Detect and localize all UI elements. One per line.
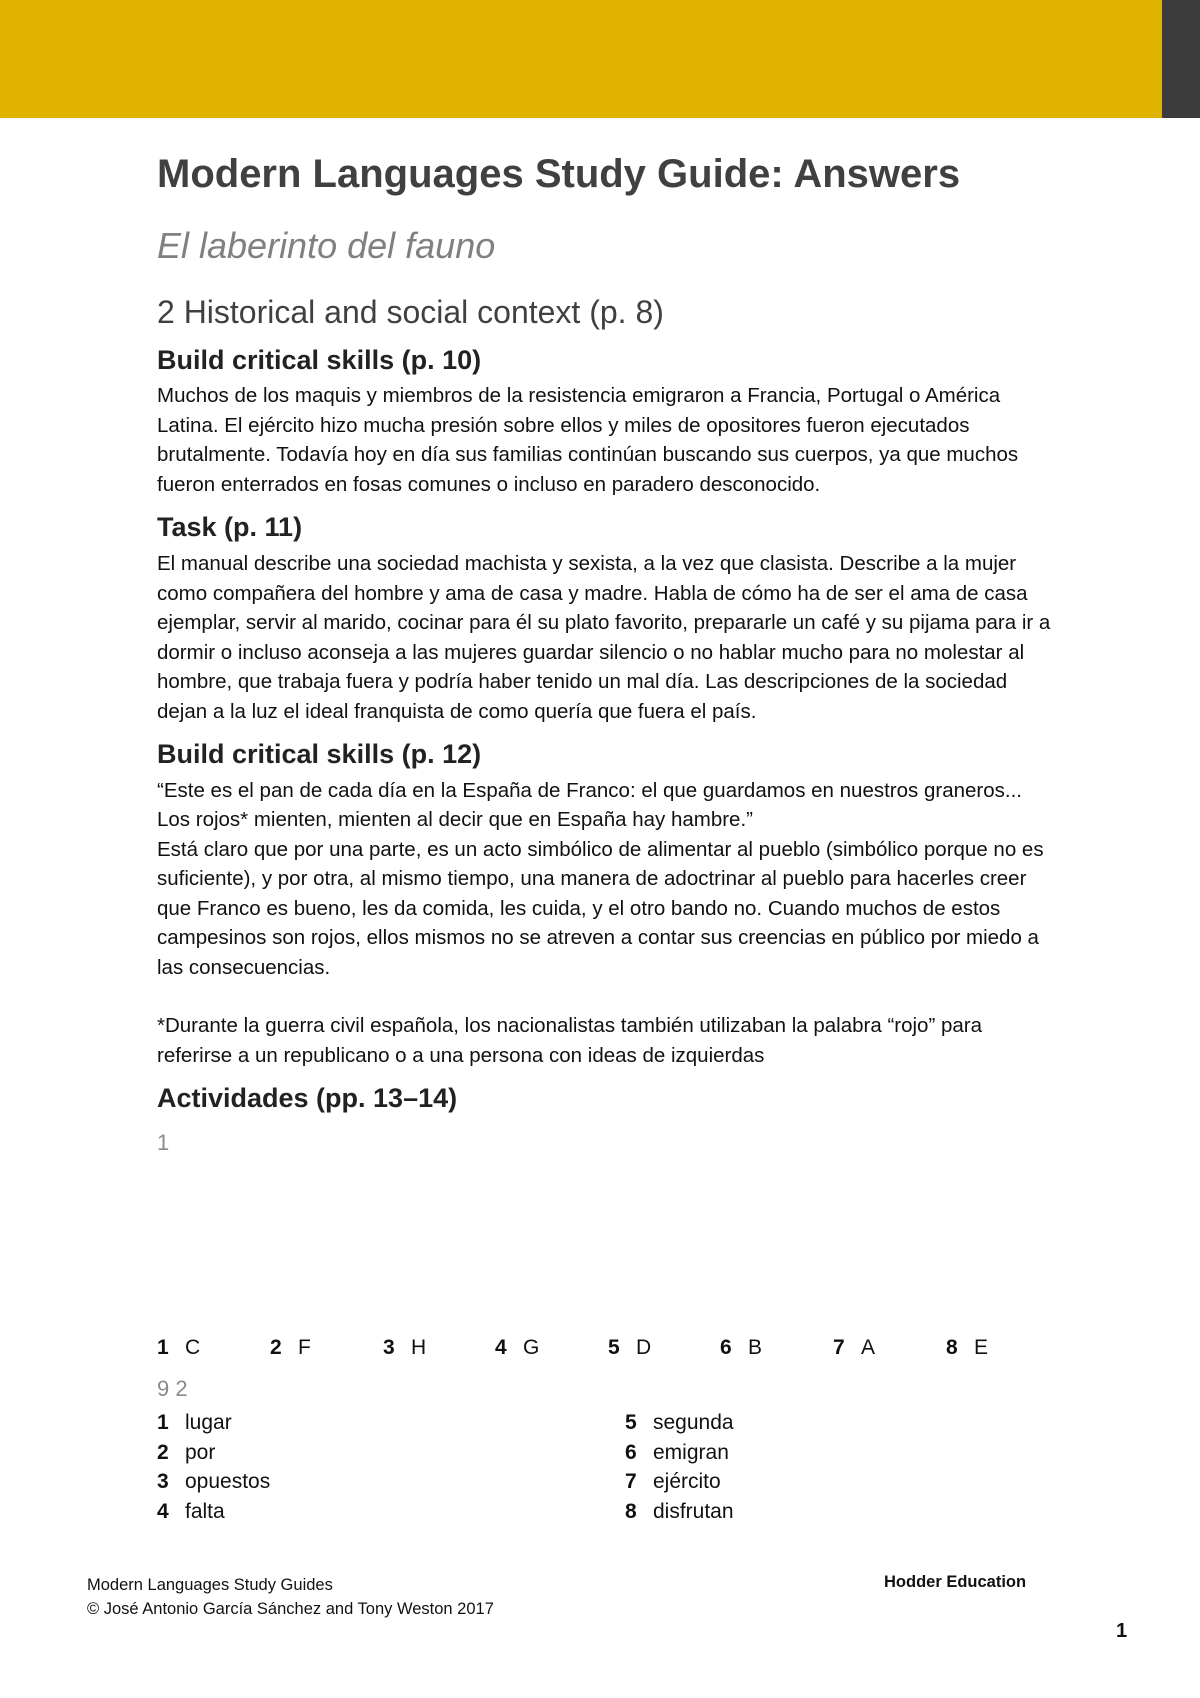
section-heading-build-skills-10: Build critical skills (p. 10) xyxy=(157,344,482,375)
match-letter: G xyxy=(523,1336,540,1359)
match-item xyxy=(157,1336,200,1360)
word-text: por xyxy=(185,1440,216,1464)
word-list-right xyxy=(625,1408,925,1527)
paragraph-footnote: *Durante la guerra civil española, los nacionalistas también utilizaban la palabra “rojo” para referirse a un republicano o a una persona con ideas de izquierdas xyxy=(157,1014,983,1067)
match-letter: A xyxy=(861,1336,876,1359)
page-number: 1 xyxy=(1116,1620,1128,1642)
list-item xyxy=(157,1497,457,1527)
match-item xyxy=(720,1336,762,1360)
word-number: 8 xyxy=(625,1500,637,1524)
activity-number-1: 1 xyxy=(157,1130,170,1156)
word-list-left xyxy=(157,1408,457,1527)
match-item xyxy=(270,1336,311,1360)
word-text: disfrutan xyxy=(653,1500,734,1524)
match-letter: C xyxy=(185,1336,201,1359)
match-number: 6 xyxy=(720,1336,732,1359)
main-content xyxy=(157,150,1057,1156)
footer-publisher: Hodder Education xyxy=(884,1573,1027,1591)
list-item xyxy=(625,1408,925,1438)
match-number: 4 xyxy=(495,1336,507,1359)
paragraph-gap xyxy=(157,982,1057,1011)
match-item xyxy=(383,1336,426,1360)
match-letter: H xyxy=(411,1336,427,1359)
matching-answers xyxy=(157,1336,1017,1368)
match-item xyxy=(946,1336,988,1360)
section-heading-task-11: Task (p. 11) xyxy=(157,512,303,543)
word-number: 2 xyxy=(157,1440,169,1464)
word-number: 7 xyxy=(625,1470,637,1494)
header-tab xyxy=(1162,0,1200,118)
paragraph-analysis: Está claro que por una parte, es un acto simbólico de alimentar al pueblo (simbólico porque no es suficiente), y por otra, al mismo tiempo, una manera de adoctrinar al pueblo para hacerles creer que Franco es bueno, les da comida, les cuida, y el otro bando no. Cuando muchos de estos campesinos son rojos, ellos mismos no se atreven a contar sus creencias en público por miedo a las consecuencias. xyxy=(157,837,1044,979)
list-item xyxy=(625,1497,925,1527)
word-text: falta xyxy=(185,1500,225,1524)
list-item xyxy=(157,1408,457,1438)
activities-heading: Actividades (pp. 13–14) xyxy=(157,1083,458,1114)
word-text: emigran xyxy=(653,1440,729,1464)
word-number: 6 xyxy=(625,1440,637,1464)
word-text: lugar xyxy=(185,1411,232,1434)
match-item xyxy=(495,1336,539,1360)
footer-series: Modern Languages Study Guides xyxy=(87,1576,333,1594)
match-number: 3 xyxy=(383,1336,395,1359)
word-number: 5 xyxy=(625,1411,637,1434)
match-letter: E xyxy=(974,1336,989,1359)
word-text: segunda xyxy=(653,1411,734,1434)
match-item xyxy=(833,1336,875,1360)
footer-left xyxy=(87,1573,494,1621)
activity-number-2: 9 2 xyxy=(157,1376,188,1401)
match-item xyxy=(608,1336,651,1360)
header-band xyxy=(0,0,1162,118)
paragraph-manual: El manual describe una sociedad machista y sexista, a la vez que clasista. Describe a la mujer como compañera del hombre y ama de casa y madre. Habla de cómo ha de ser el ama de casa ejemplar, servir al marido, cocinar para él su plato favorito, prepararle un café y su pijama para ir a dormir o incluso aconseja a las mujeres guardar silencio o no hablar mucho para no molestar al hombre, que trabaja fuera y podría haber tenido un mal día. Las descripciones de la sociedad dejan a la luz el ideal franquista de como quería que fuera el país. xyxy=(157,552,1051,723)
match-letter: D xyxy=(636,1336,652,1359)
doc-title: Modern Languages Study Guide: Answers xyxy=(157,152,961,196)
list-item xyxy=(157,1467,457,1497)
word-text: ejército xyxy=(653,1470,721,1494)
word-number: 1 xyxy=(157,1411,169,1434)
match-number: 5 xyxy=(608,1336,620,1359)
paragraph-quote: “Este es el pan de cada día en la España de Franco: el que guardamos en nuestros graneros... Los rojos* mienten, mienten al decir que en España hay hambre.” xyxy=(157,778,1022,832)
section-heading-build-skills-12: Build critical skills (p. 12) xyxy=(157,739,482,770)
word-text: opuestos xyxy=(185,1470,271,1494)
list-item xyxy=(625,1438,925,1468)
match-number: 2 xyxy=(270,1336,282,1359)
footer-copyright: © José Antonio García Sánchez and Tony Weston 2017 xyxy=(87,1600,494,1618)
doc-subtitle: El laberinto del fauno xyxy=(157,225,496,266)
list-item xyxy=(157,1438,457,1468)
word-number: 4 xyxy=(157,1500,169,1524)
list-item xyxy=(625,1467,925,1497)
match-number: 8 xyxy=(946,1336,958,1359)
section-heading: 2 Historical and social context (p. 8) xyxy=(157,294,664,331)
paragraph-maquis: Muchos de los maquis y miembros de la resistencia emigraron a Francia, Portugal o América Latina. El ejército hizo mucha presión sobre ellos y miles de opositores fueron ejecutados brutalmente. Todavía hoy en día sus familias continúan buscando sus cuerpos, ya que muchos fueron enterrados en fosas comunes o incluso en paradero desconocido. xyxy=(157,384,1019,496)
match-letter: F xyxy=(298,1336,311,1359)
match-number: 7 xyxy=(833,1336,845,1359)
word-number: 3 xyxy=(157,1470,169,1494)
match-number: 1 xyxy=(157,1336,169,1359)
match-letter: B xyxy=(748,1336,763,1359)
